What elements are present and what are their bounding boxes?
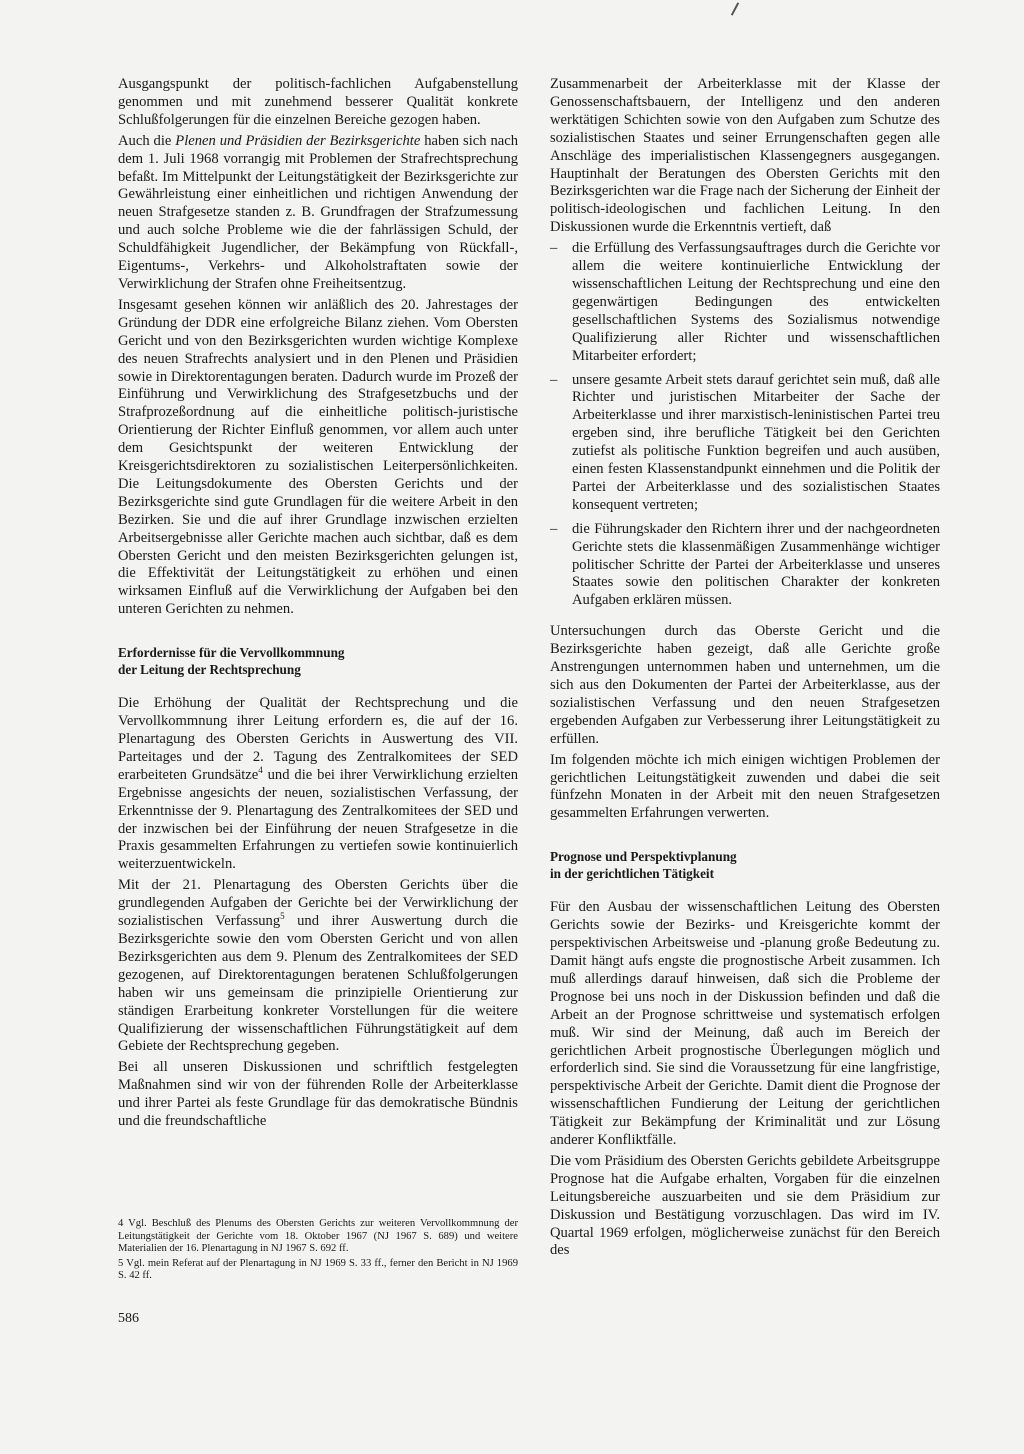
footnote: 4 Vgl. Beschluß des Plenums des Obersten Gerichts zur weiteren Vervollkommnung der Leitungstätigkeit der Gerichte vom 18. Oktober 1967 (NJ 1967 S. 689) und weitere Materialien der 16. Plenartagung in NJ 1967 S. 692 ff.: [118, 1218, 518, 1255]
paragraph: Im folgenden möchte ich mich einigen wichtigen Problemen der gerichtlichen Leitungstätigkeit zuwenden und dabei die seit fünfzehn Monaten in der Arbeit mit den neuen Strafgesetzen gesammelten Erfahrungen verwerten.: [550, 751, 940, 822]
list-item: – die Führungskader den Richtern ihrer und der nachgeordneten Gerichte stets die klassenmäßigen Zusammenhänge wichtiger politischer Schritte der Partei der Arbeiterklasse und unseres Staates sowie den politischen Charakter der konkreten Aufgaben erklären müssen.: [550, 521, 940, 611]
emphasis: Plenen und Präsidien der Bezirksgerichte: [175, 132, 421, 149]
list-item: – die Erfüllung des Verfassungsauftrages durch die Gerichte vor allem die weitere kontinuierliche Entwicklung der wissenschaftlichen Leitung der Rechtsprechung und eine den gegenwärtigen Bedingungen des entwickelten gesellschaftlichen Systems des Sozialismus notwendige Qualifizierung aller Richter und wissenschaftlichen Mitarbeiter erfordert;: [550, 240, 940, 365]
dash-list: [550, 240, 940, 610]
footnote-ref: 5: [280, 911, 285, 922]
footnote-ref: 4: [258, 764, 263, 775]
scan-mark: [731, 2, 739, 15]
section-heading: Erfordernisse für die Vervollkommnung der Leitung der Rechtsprechung: [118, 645, 345, 678]
paragraph: Auch die Plenen und Präsidien der Bezirksgerichte haben sich nach dem 1. Juli 1968 vorrangig mit Problemen der Strafrechtsprechung befaßt. Im Mittelpunkt der Leitungstätigkeit der Bezirksgerichte zur Gewährleistung einer einheitlichen und richtigen Anwendung der neuen Strafgesetze standen z. B. Grundfragen der Strafzumessung und auch solche Probleme wie die der fahrlässigen Schuld, der Schuldfähigkeit Jugendlicher, der Bekämpfung von Rückfall-, Eigentums-, Verkehrs- und Alkoholstraftaten sowie der Verwirklichung der Strafen ohne Freiheitsentzug.: [118, 132, 518, 292]
left-column: [118, 76, 518, 1134]
list-item: – unsere gesamte Arbeit stets darauf gerichtet sein muß, daß alle Richter und juristischen Mitarbeiter der Sache der Arbeiterklasse und ihrer marxistisch-leninistischen Partei treu ergeben sind, ihre berufliche Tätigkeit bei den Gerichten zutiefst als politische Funktion begreifen und auch ausüben, einen festen Klassenstandpunkt einnehmen und die Politik der Partei der Arbeiterklasse und des sozialistischen Staates konsequent vertreten;: [550, 372, 940, 515]
paragraph: Zusammenarbeit der Arbeiterklasse mit der Klasse der Genossenschaftsbauern, der Intelligenz und den anderen werktätigen Schichten sowie von den Aufgaben zum Schutze des sozialistischen Staates und seiner Errungenschaften gegen alle Anschläge des imperialistischen Klassengegners ausgegangen. Hauptinhalt der Beratungen des Obersten Gerichts mit den Bezirksgerichten war die Frage nach der Sicherung der Einheit der politisch-ideologischen und fachlichen Leitung. In den Diskussionen wurde die Erkenntnis vertieft, daß: [550, 76, 940, 236]
paragraph: Insgesamt gesehen können wir anläßlich des 20. Jahrestages der Gründung der DDR eine erfolgreiche Bilanz ziehen. Vom Obersten Gericht und von den Bezirksgerichten wurden wichtige Komplexe des neuen Strafrechts analysiert und in den Plenen und Präsidien sowie in Direktorentagungen beraten. Dadurch wurde im Prozeß der Einführung und Verwirklichung des Strafgesetzbuchs und der Strafprozeßordnung auf die einheitliche politisch-juristische Orientierung der Richter Einfluß genommen, vor allem auch unter dem Gesichtspunkt der weiteren Entwicklung der Kreisgerichtsdirektoren zu sozialistischen Leiterpersönlichkeiten. Die Leitungsdokumente des Obersten Gerichts und der Bezirksgerichte sind gute Grundlagen für die weitere Arbeit in den Bezirken. Sie und die auf ihrer Grundlage inzwischen erzielten Arbeitsergebnisse aller Gerichte machen auch sichtbar, daß es dem Obersten Gericht und den meisten Bezirksgerichten gelungen ist, die Effektivität der Leitungstätigkeit zu erhöhen und einen wirksamen Einfluß auf die Verwirklichung der Aufgaben bei den unteren Gerichten zu nehmen.: [118, 296, 518, 618]
paragraph: Die Erhöhung der Qualität der Rechtsprechung und die Vervollkommnung ihrer Leitung erfordern es, die auf der 16. Plenartagung des Obersten Gerichts in Auswertung des VII. Parteitages und der 2. Tagung des Zentralkomitees der SED erarbeiteten Grundsätze$^4$ und die bei ihrer Verwirklichung erzielten Ergebnisse angesichts der neuen, sozialistischen Verfassung, der Erkenntnisse der 9. Plenartagung des Zentralkomitees der SED und der inzwischen bei der Einführung der neuen Strafgesetze in die Praxis gesammelten Erfahrungen zu vertiefen sowie kontinuierlich weiterzuentwickeln.: [118, 695, 518, 873]
paragraph: Mit der 21. Plenartagung des Obersten Gerichts über die grundlegenden Aufgaben der Gerichte bei der Verwirklichung der sozialistischen Verfassung$^5$ und ihrer Auswertung durch die Bezirksgerichte sowie den vom Obersten Gericht und von allen Bezirksgerichten aus dem 9. Plenum des Zentralkomitees der SED gezogenen, auf Direktorentagungen beratenen Schlußfolgerungen haben wir uns gemeinsam die prinzipielle Orientierung zur ständigen Erarbeitung konkreter Vorstellungen für die weitere Qualifizierung der wissenschaftlichen Führungstätigkeit auf dem Gebiete der Rechtsprechung gegeben.: [118, 877, 518, 1055]
section-heading: Prognose und Perspektivplanung in der gerichtlichen Tätigkeit: [550, 849, 737, 882]
right-column: [550, 76, 940, 1263]
paragraph: Untersuchungen durch das Oberste Gericht und die Bezirksgerichte haben gezeigt, daß alle Gerichte große Anstrengungen unternommen haben und unternehmen, um die sich aus den Dokumenten der Partei der Arbeiterklasse, aus der sozialistischen Verfassung und den neuen Strafgesetzen ergebenden Aufgaben zur Verbesserung ihrer Leitungstätigkeit zu erfüllen.: [550, 623, 940, 747]
paragraph: Ausgangspunkt der politisch-fachlichen Aufgabenstellung genommen und mit zunehmend besserer Qualität konkrete Schlußfolgerungen für die einzelnen Bereiche gezogen haben.: [118, 76, 518, 128]
paragraph: Bei all unseren Diskussionen und schriftlich festgelegten Maßnahmen sind wir von der führenden Rolle der Arbeiterklasse und ihrer Partei als feste Grundlage für das demokratische Bündnis und die freundschaftliche: [118, 1059, 518, 1130]
paragraph: Für den Ausbau der wissenschaftlichen Leitung des Obersten Gerichts sowie der Bezirks- und Kreisgerichte kommt der perspektivischen Arbeitsweise und -planung große Bedeutung zu. Damit hängt aufs engste die prognostische Arbeit zusammen. Ich muß allerdings darauf hinweisen, daß sich die Probleme der Prognose bei uns noch in der Diskussion befinden und daß die Arbeit an der Prognose schrittweise und systematisch erfolgen muß. Wir sind der Meinung, daß auch im Bereich der gerichtlichen Arbeit prognostische Überlegungen möglich und erforderlich sind. Sie sind die Voraussetzung für eine langfristige, perspektivische Arbeit der Gerichte. Damit dient die Prognose der wissenschaftlichen Fundierung der Leitung der gerichtlichen Tätigkeit zur Bekämpfung der Kriminalität und zur Lösung anderer Konfliktfälle.: [550, 899, 940, 1149]
footnote: 5 Vgl. mein Referat auf der Plenartagung in NJ 1969 S. 33 ff., ferner den Bericht in NJ 1969 S. 42 ff.: [118, 1257, 518, 1282]
paragraph: Die vom Präsidium des Obersten Gerichts gebildete Arbeitsgruppe Prognose hat die Aufgabe erhalten, Vorgaben für die einzelnen Leitungsbereiche auszuarbeiten und sie dem Präsidium zur Diskussion und Bestätigung vorzuschlagen. Das wird im IV. Quartal 1969 erfolgen, möglicherweise zunächst für den Bereich des: [550, 1152, 940, 1259]
footnotes: [118, 1218, 518, 1285]
page-number: 586: [118, 1311, 139, 1326]
